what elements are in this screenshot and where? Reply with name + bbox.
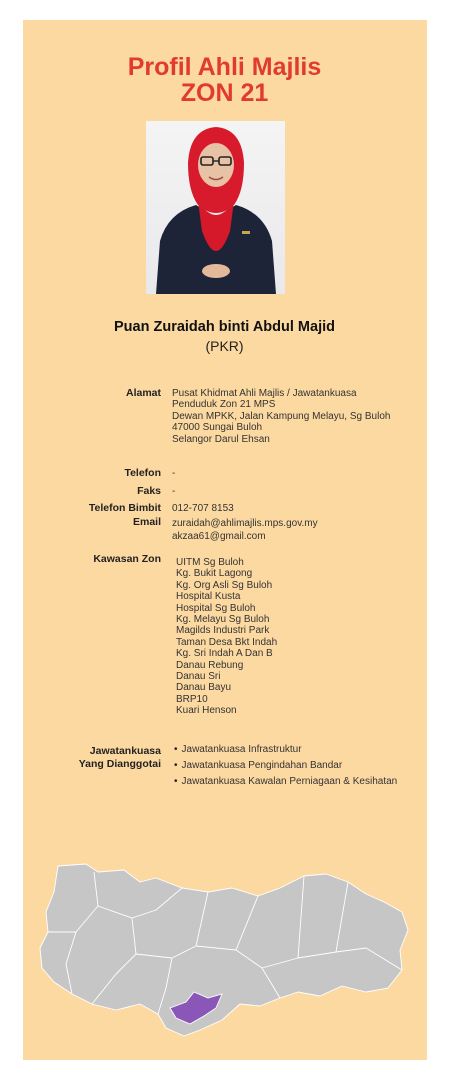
email-address[interactable]: zuraidah@ahlimajlis.mps.gov.my (172, 518, 318, 529)
committee-list (174, 742, 397, 790)
zone-area-item: Kg. Org Asli Sg Buloh (176, 579, 273, 591)
committee-item: • Jawatankuasa Kawalan Perniagaan & Kesihatan (174, 774, 397, 790)
phone-value: - (172, 468, 176, 479)
phone-label: Telefon (124, 467, 161, 479)
zone-map (36, 858, 412, 1044)
committee-label-line2: Yang Dianggotai (78, 758, 161, 770)
zone-area-item: Hospital Sg Buloh (176, 602, 256, 614)
address-value (172, 388, 390, 445)
address-line: Dewan MPKK, Jalan Kampung Melayu, Sg Buloh (172, 410, 391, 422)
member-name: Puan Zuraidah binti Abdul Majid (114, 319, 335, 335)
zone-area-item: UITM Sg Buloh (176, 557, 244, 568)
zone-area-item: Taman Desa Bkt Indah (176, 636, 278, 648)
zone-area-list (176, 557, 277, 717)
zone-area-item: Danau Sri (176, 671, 221, 683)
zone-area-item: Magilds Industri Park (176, 625, 270, 637)
zone-area-item: Kg. Sri Indah A Dan B (176, 648, 273, 660)
fax-value: - (172, 486, 176, 497)
address-line: Selangor Darul Ehsan (172, 433, 270, 445)
zone-area-item: Kg. Bukit Lagong (176, 568, 253, 580)
mobile-value: 012-707 8153 (172, 503, 234, 514)
address-label: Alamat (125, 387, 161, 399)
zone-area-item: Hospital Kusta (176, 591, 241, 603)
committee-item: • Jawatankuasa Pengindahan Bandar (174, 758, 397, 774)
zone-area-label: Kawasan Zon (93, 553, 161, 565)
zone-map-graphic (36, 858, 412, 1044)
zone-area-item: Kuari Henson (176, 705, 237, 717)
page-title-line2: ZON 21 (180, 79, 269, 107)
fax-label: Faks (137, 485, 161, 497)
member-photo (146, 121, 285, 294)
email-label: Email (132, 516, 161, 528)
email-address[interactable]: akzaa61@gmail.com (172, 531, 266, 542)
address-line: 47000 Sungai Buloh (172, 422, 263, 434)
address-line: Penduduk Zon 21 MPS (172, 399, 276, 411)
member-party: (PKR) (205, 338, 244, 354)
zone-area-item: Kg. Melayu Sg Buloh (176, 614, 270, 626)
committee-label (79, 745, 161, 771)
zone-area-item: Danau Rebung (176, 659, 244, 671)
mobile-label: Telefon Bimbit (88, 502, 161, 514)
committee-item: • Jawatankuasa Infrastruktur (174, 742, 397, 758)
email-value (172, 517, 318, 543)
zone-area-item: BRP10 (176, 693, 208, 705)
zone-area-item: Danau Bayu (176, 682, 232, 694)
page-title-line1: Profil Ahli Majlis (127, 53, 322, 81)
committee-label-line1: Jawatankuasa (89, 745, 161, 757)
address-line: Pusat Khidmat Ahli Majlis / Jawatankuasa (172, 388, 357, 399)
portrait-illustration (146, 121, 285, 294)
